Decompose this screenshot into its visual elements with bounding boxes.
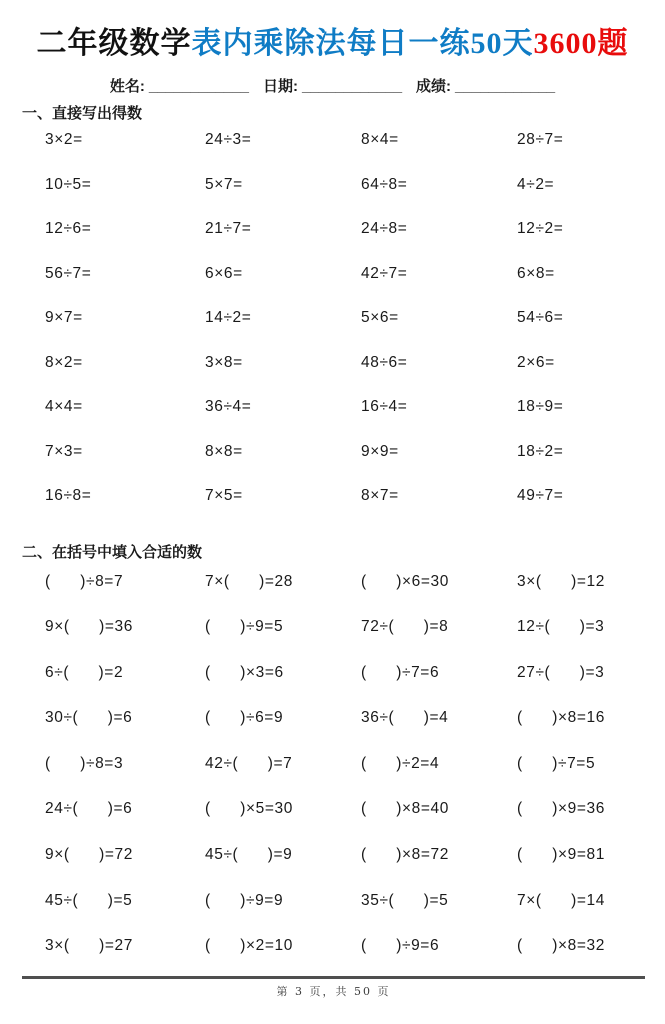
problem-cell: 8×4= [361, 131, 399, 148]
problem-cell: 27÷( )=3 [517, 663, 605, 681]
problem-cell: 18÷2= [517, 442, 564, 460]
problem-cell: 4÷2= [517, 175, 555, 193]
problem-cell: 14÷2= [205, 309, 252, 326]
problem-cell: 42÷( )=7 [205, 754, 293, 772]
problem-cell: ( )÷7=6 [361, 663, 440, 681]
name-field [110, 76, 249, 98]
problem-cell: ( )÷9=5 [205, 618, 284, 636]
problem-cell: 3×( )=12 [517, 572, 605, 590]
problem-cell: ( )×9=36 [517, 800, 605, 818]
name-blank: ____________ [148, 78, 249, 95]
section2-heading: 二、在括号中填入合适的数 [22, 543, 203, 561]
problem-cell: 7×5= [205, 487, 243, 504]
problem-cell: 9×9= [361, 442, 399, 460]
problem-cell: ( )×8=40 [361, 800, 449, 818]
problem-cell: ( )×3=6 [205, 663, 284, 681]
problem-cell: ( )÷6=9 [205, 709, 284, 727]
score-field [416, 76, 555, 98]
problem-cell: 8×8= [205, 442, 243, 460]
problem-cell: 8×7= [361, 487, 399, 504]
page-footer [22, 976, 645, 999]
problem-cell: 16÷8= [45, 487, 92, 504]
problem-cell: 6×6= [205, 264, 243, 282]
problem-cell: 21÷7= [205, 220, 252, 237]
problem-cell: 16÷4= [361, 398, 408, 415]
problem-cell: 42÷7= [361, 264, 408, 282]
problem-cell: ( )÷8=3 [45, 754, 124, 772]
problem-cell: ( )×5=30 [205, 800, 293, 818]
title-grade-part: 二年级数学 [36, 27, 192, 60]
problem-cell: 12÷6= [45, 220, 92, 237]
problem-cell: 9×( )=72 [45, 846, 133, 864]
problem-cell: 3×( )=27 [45, 937, 133, 955]
problem-cell: 6÷( )=2 [45, 663, 124, 681]
problem-cell: ( )×9=81 [517, 846, 605, 864]
section2-problem-grid [0, 573, 665, 983]
score-label: 成绩: [416, 78, 452, 95]
problem-cell: 45÷( )=9 [205, 846, 293, 864]
problem-cell: 64÷8= [361, 175, 408, 193]
problem-cell: ( )×8=16 [517, 709, 605, 727]
page-number-text: 第 3 页，共 50 页 [276, 985, 391, 998]
problem-cell: 3×8= [205, 353, 243, 371]
problem-cell: ( )×2=10 [205, 937, 293, 955]
problem-cell: 2×6= [517, 353, 555, 371]
footer-rule [22, 976, 645, 979]
page-title [0, 24, 665, 64]
problem-cell: ( )÷9=6 [361, 937, 440, 955]
problem-cell: 24÷8= [361, 220, 408, 237]
title-count-part: 3600题 [533, 27, 629, 60]
problem-cell: 7×3= [45, 442, 83, 460]
problem-cell: 7×( )=14 [517, 891, 605, 909]
problem-cell: 35÷( )=5 [361, 891, 449, 909]
problem-cell: 3×2= [45, 131, 83, 148]
problem-cell: 72÷( )=8 [361, 618, 449, 636]
problem-cell: 45÷( )=5 [45, 891, 133, 909]
problem-cell: 9×( )=36 [45, 618, 133, 636]
problem-cell: 10÷5= [45, 175, 92, 193]
problem-cell: ( )÷2=4 [361, 754, 440, 772]
problem-cell: 12÷( )=3 [517, 618, 605, 636]
title-topic-part: 表内乘除法每日一练50天 [191, 27, 534, 60]
problem-cell: ( )×8=32 [517, 937, 605, 955]
problem-cell: 54÷6= [517, 309, 564, 326]
problem-cell: 9×7= [45, 309, 83, 326]
problem-cell: ( )÷8=7 [45, 572, 124, 590]
problem-cell: ( )×8=72 [361, 846, 449, 864]
problem-cell: ( )÷9=9 [205, 891, 284, 909]
problem-cell: 49÷7= [517, 487, 564, 504]
problem-cell: 12÷2= [517, 220, 564, 237]
problem-cell: 5×7= [205, 175, 243, 193]
section1-problem-grid [0, 131, 665, 532]
problem-cell: 56÷7= [45, 264, 92, 282]
problem-cell: 24÷( )=6 [45, 800, 133, 818]
date-field [263, 76, 402, 98]
problem-cell: 28÷7= [517, 131, 564, 148]
section1-heading: 一、直接写出得数 [22, 105, 143, 122]
problem-cell: 48÷6= [361, 353, 408, 371]
score-blank: ____________ [455, 78, 556, 95]
problem-cell: 18÷9= [517, 398, 564, 415]
info-row [0, 76, 665, 98]
problem-cell: 7×( )=28 [205, 572, 293, 590]
problem-cell: 8×2= [45, 353, 83, 371]
problem-cell: 24÷3= [205, 131, 252, 148]
name-label: 姓名: [109, 78, 145, 95]
problem-cell: 36÷4= [205, 398, 252, 415]
problem-cell: ( )÷7=5 [517, 754, 596, 772]
problem-cell: 30÷( )=6 [45, 709, 133, 727]
problem-cell: 36÷( )=4 [361, 709, 449, 727]
date-blank: ____________ [301, 78, 403, 95]
problem-cell: 5×6= [361, 309, 399, 326]
date-label: 日期: [262, 78, 298, 95]
problem-cell: ( )×6=30 [361, 572, 449, 590]
problem-cell: 4×4= [45, 398, 83, 415]
problem-cell: 6×8= [517, 264, 555, 282]
